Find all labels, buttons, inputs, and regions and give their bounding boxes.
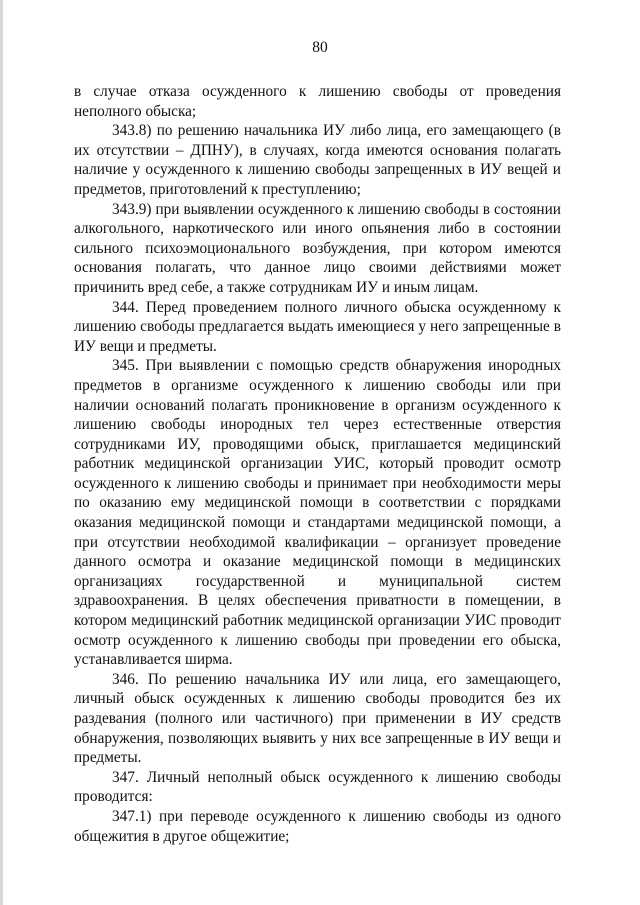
- document-body: [74, 82, 561, 846]
- paragraph-343-9: 343.9) при выявлении осужденного к лишению свободы в состоянии алкогольного, наркотического или иного опьянения либо в состоянии сильного психоэмоционального возбуждения, при котором имеются основания полагать, что данное лицо своими действиями может причинить вред себе, а также сотрудникам ИУ и иным лицам.: [74, 200, 561, 296]
- paragraph-343-8: 343.8) по решению начальника ИУ либо лица, его замещающего (в их отсутствии – ДПНУ), в случаях, когда имеются основания полагать наличие у осужденного к лишению свободы запрещенных в ИУ вещей и предметов, приготовлений к преступлению;: [74, 122, 561, 198]
- paragraph-347-1: 347.1) при переводе осужденного к лишению свободы из одного общежития в другое общежитие;: [74, 807, 561, 845]
- paragraph-continuation: в случае отказа осужденного к лишению свободы от проведения неполного обыска;: [74, 83, 561, 120]
- paragraph-345: 345. При выявлении с помощью средств обнаружения инородных предметов в организме осужденного к лишению свободы или при наличии оснований полагать проникновение в организм осужденного к лишению свободы инородных тел через естественные отверстия сотрудниками ИУ, проводящими обыск, приглашается медицинский работник медицинской организации УИС, который проводит осмотр осужденного к лишению свободы и принимает при необходимости меры по оказанию ему медицинской помощи в соответствии с порядками оказания медицинской помощи и стандартами медицинской помощи, а при отсутствии необходимой квалификации – организует проведение данного осмотра и оказание медицинской помощи в медицинских организациях государственной и муниципальной систем здравоохранения. В целях обеспечения приватности в помещении, в котором медицинский работник медицинской организации УИС проводит осмотр осужденного к лишению свободы при проведении его обыска, устанавливается ширма.: [74, 357, 561, 669]
- paragraph-347: 347. Личный неполный обыск осужденного к лишению свободы проводится:: [74, 768, 561, 806]
- page-number: 80: [312, 39, 328, 56]
- paragraph-346: 346. По решению начальника ИУ или лица, его замещающего, личный обыск осужденных к лишению свободы проводится без их раздевания (полного или частичного) при применении в ИУ средств обнаружения, позволяющих выявить у них все запрещенные в ИУ вещи и предметы.: [74, 670, 561, 767]
- paragraph-344: 344. Перед проведением полного личного обыска осужденному к лишению свободы предлагается выдать имеющиеся у него запрещенные в ИУ вещи и предметы.: [74, 298, 561, 355]
